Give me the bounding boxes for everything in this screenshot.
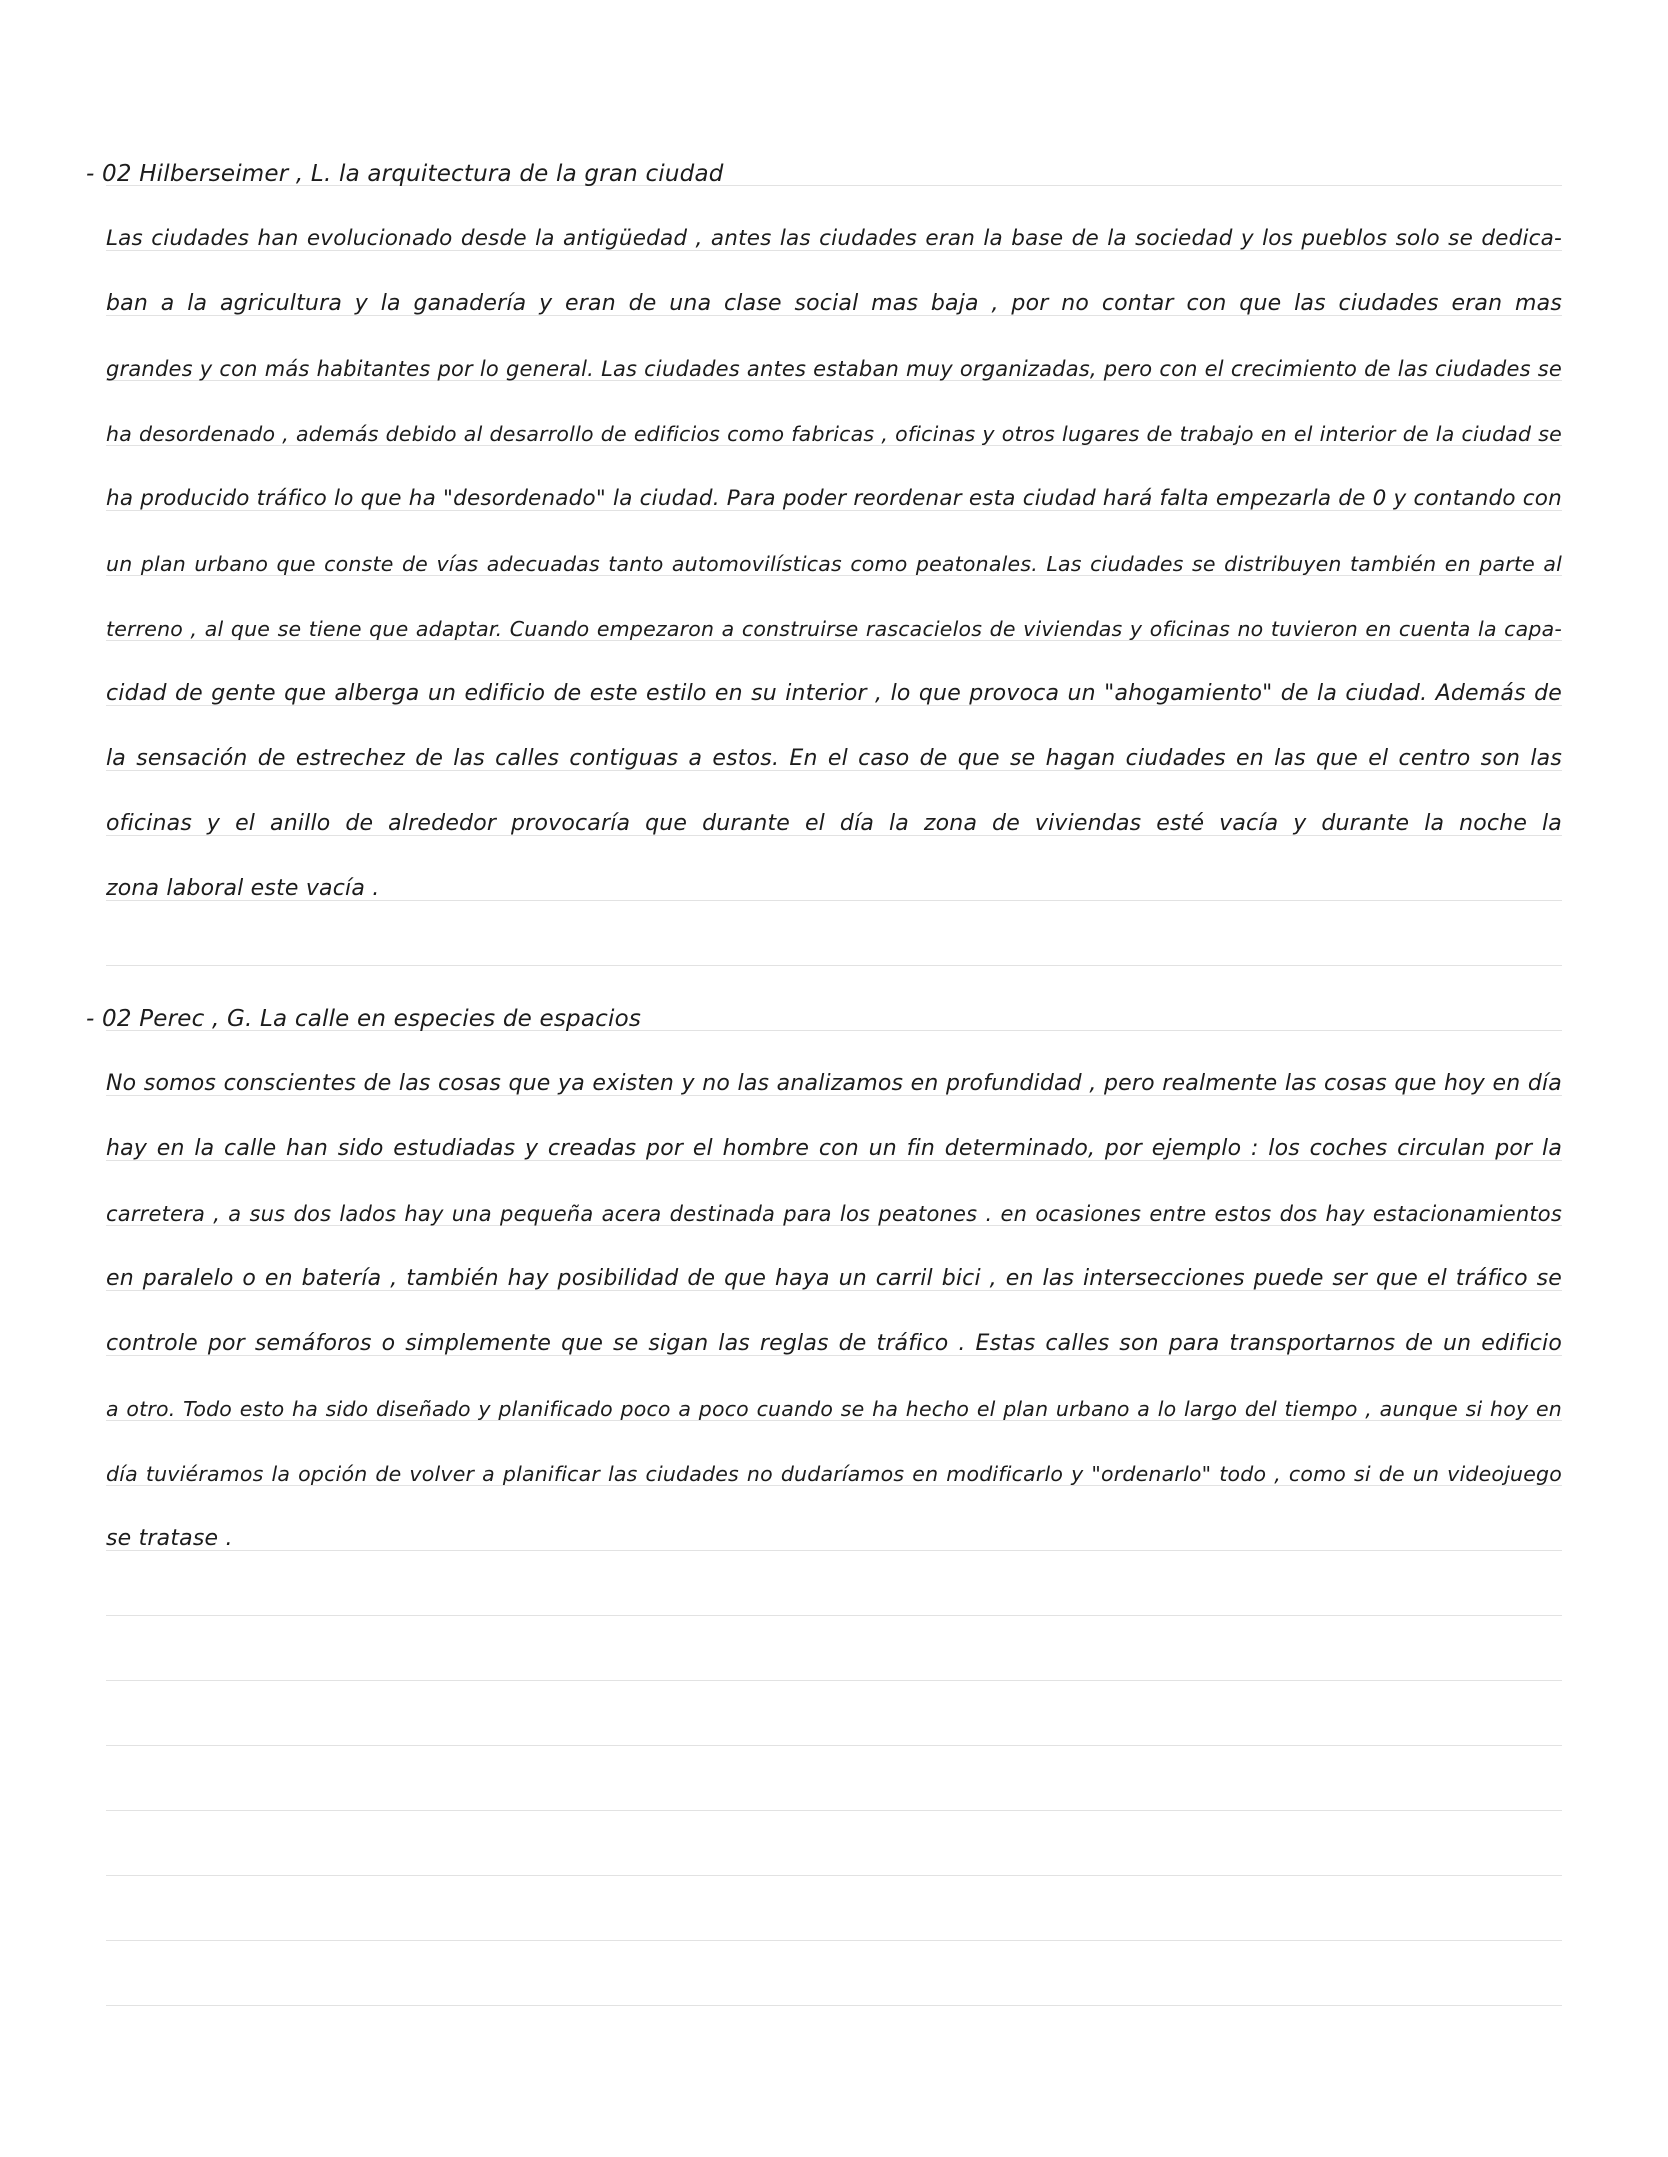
text-line: a otro. Todo esto ha sido diseñado y planificado poco a poco cuando se ha hecho el plan urbano a lo largo del tiempo , aunque si hoy en: [106, 1397, 1562, 1421]
text-line: controle por semáforos o simplemente que se sigan las reglas de tráfico . Estas calles son para transportarnos de un edificio: [106, 1331, 1562, 1356]
rule-line: [106, 1745, 1562, 1746]
section-heading: - 02 Hilberseimer , L. la arquitectura de la gran ciudad: [86, 161, 724, 187]
rule-line: [106, 1940, 1562, 1941]
rule-line: [106, 1550, 1562, 1551]
text-line: Las ciudades han evolucionado desde la antigüedad , antes las ciudades eran la base de la sociedad y los pueblos solo se dedica-: [106, 226, 1562, 251]
text-line: zona laboral este vacía .: [106, 876, 380, 901]
text-line: hay en la calle han sido estudiadas y creadas por el hombre con un fin determinado, por ejemplo : los coches circulan por la: [106, 1136, 1562, 1161]
text-line: día tuviéramos la opción de volver a planificar las ciudades no dudaríamos en modificarlo y "ordenarlo" todo , como si de un videojuego: [106, 1462, 1562, 1486]
text-line: No somos conscientes de las cosas que ya existen y no las analizamos en profundidad , pero realmente las cosas que hoy en día: [106, 1071, 1562, 1096]
text-line: cidad de gente que alberga un edificio de este estilo en su interior , lo que provoca un "ahogamiento" de la ciudad. Además de: [106, 681, 1562, 706]
rule-line: [106, 1615, 1562, 1616]
text-line: oficinas y el anillo de alrededor provocaría que durante el día la zona de viviendas esté vacía y durante la noche la: [106, 811, 1562, 836]
section-heading: - 02 Perec , G. La calle en especies de espacios: [86, 1006, 642, 1032]
rule-line: [106, 1810, 1562, 1811]
rule-line: [106, 1680, 1562, 1681]
text-line: grandes y con más habitantes por lo general. Las ciudades antes estaban muy organizadas, pero con el crecimiento de las ciudades se: [106, 357, 1562, 381]
text-line: ha producido tráfico lo que ha "desordenado" la ciudad. Para poder reordenar esta ciudad hará falta empezarla de 0 y contando con: [106, 486, 1562, 511]
text-line: carretera , a sus dos lados hay una pequeña acera destinada para los peatones . en ocasiones entre estos dos hay estacionamientos: [106, 1202, 1562, 1226]
text-line: en paralelo o en batería , también hay posibilidad de que haya un carril bici , en las intersecciones puede ser que el tráfico se: [106, 1266, 1562, 1291]
rule-line: [106, 1875, 1562, 1876]
text-line: un plan urbano que conste de vías adecuadas tanto automovilísticas como peatonales. Las ciudades se distribuyen también en parte al: [106, 552, 1562, 576]
text-line: ban a la agricultura y la ganadería y eran de una clase social mas baja , por no contar con que las ciudades eran mas: [106, 291, 1562, 316]
text-line: ha desordenado , además debido al desarrollo de edificios como fabricas , oficinas y otros lugares de trabajo en el interior de la ciudad se: [106, 422, 1562, 446]
text-line: terreno , al que se tiene que adaptar. Cuando empezaron a construirse rascacielos de viviendas y oficinas no tuvieron en cuenta la capa-: [106, 617, 1562, 641]
text-line: se tratase .: [106, 1526, 233, 1551]
rule-line: [106, 965, 1562, 966]
text-line: la sensación de estrechez de las calles contiguas a estos. En el caso de que se hagan ciudades en las que el centro son las: [106, 746, 1562, 771]
rule-line: [106, 2005, 1562, 2006]
